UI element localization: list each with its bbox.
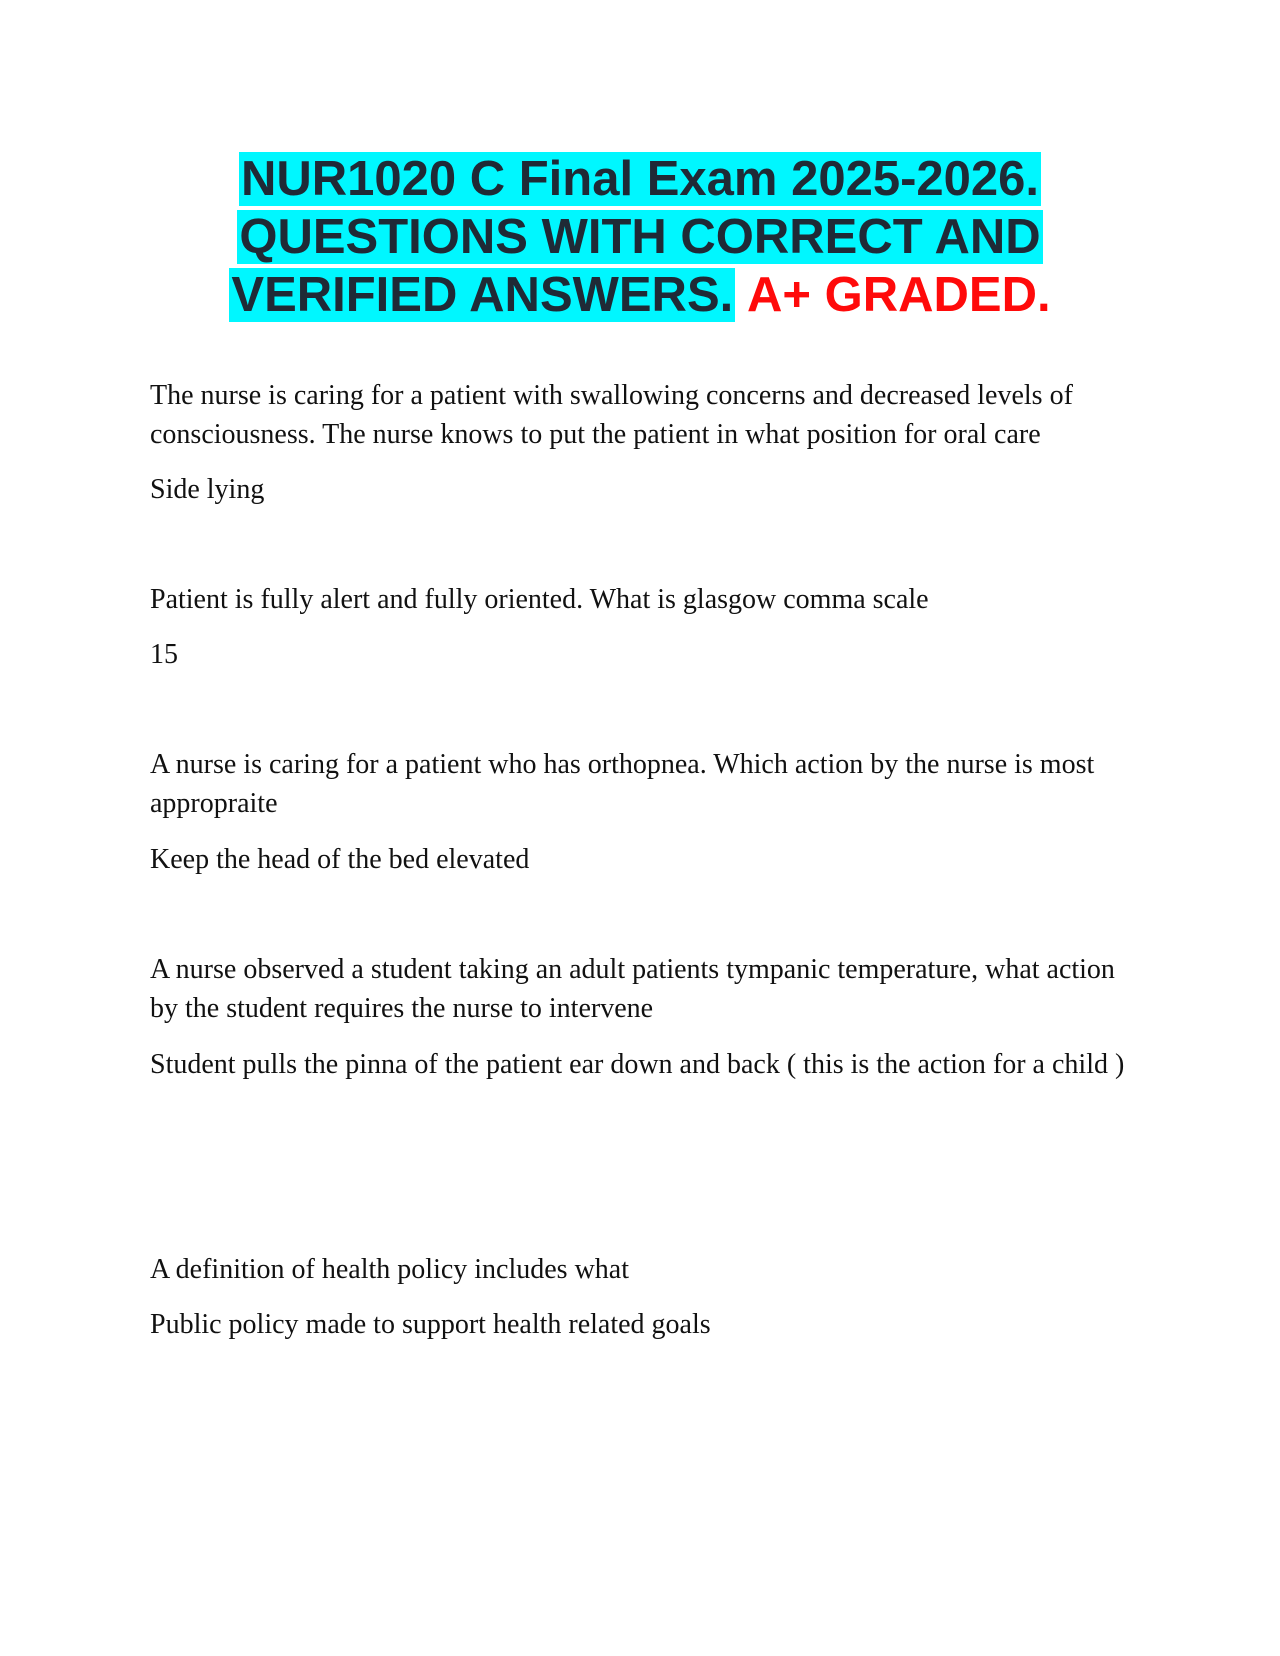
- question-1: The nurse is caring for a patient with swallowing concerns and decreased levels of consciousness. The nurse knows to put the patient in what position for oral care: [150, 380, 1073, 450]
- answer-2: 15: [150, 639, 178, 670]
- title-highlight-2: QUESTIONS WITH CORRECT AND: [239, 210, 1041, 264]
- title-line-1: [150, 150, 1130, 208]
- title-line-2: [150, 208, 1130, 266]
- title-highlight-1: NUR1020 C Final Exam 2025-2026.: [240, 152, 1040, 206]
- title-highlight-3: VERIFIED ANSWERS.: [231, 268, 734, 322]
- answer-4: Student pulls the pinna of the patient ear down and back ( this is the action for a child ): [150, 1049, 1125, 1080]
- answer-3: Keep the head of the bed elevated: [150, 844, 530, 875]
- title-line-3: [150, 266, 1130, 324]
- question-5: A definition of health policy includes what: [150, 1254, 630, 1285]
- document-title: [150, 150, 1130, 324]
- answer-1: Side lying: [150, 474, 265, 505]
- title-grade-label: A+ GRADED.: [747, 268, 1051, 322]
- question-3: A nurse is caring for a patient who has orthopnea. Which action by the nurse is most appropraite: [150, 749, 1095, 819]
- question-4: A nurse observed a student taking an adult patients tympanic temperature, what action by the student requires the nurse to intervene: [150, 954, 1115, 1024]
- question-2: Patient is fully alert and fully oriented. What is glasgow comma scale: [150, 584, 929, 615]
- answer-5: Public policy made to support health related goals: [150, 1309, 711, 1340]
